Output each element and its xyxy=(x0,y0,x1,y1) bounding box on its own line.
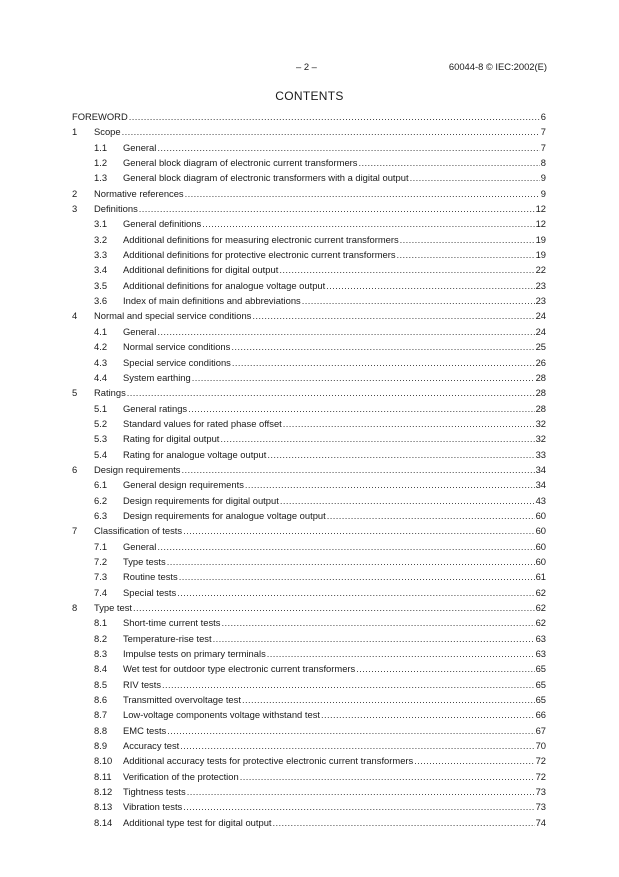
toc-entry-number: 7.1 xyxy=(94,540,108,552)
toc-entry-title: General design requirements xyxy=(123,479,244,491)
toc-entry-number: 8.12 xyxy=(94,786,113,798)
toc-entry-number: 6.1 xyxy=(94,479,108,491)
table-of-contents xyxy=(72,109,546,830)
toc-entry-number: 1.3 xyxy=(94,172,108,184)
toc-entry-title: Transmitted overvoltage test xyxy=(123,694,241,706)
toc-dot-leader xyxy=(157,324,534,339)
toc-entry-number: 6.2 xyxy=(94,494,108,506)
toc-entry-page: 60 xyxy=(535,525,546,537)
toc-entry-page: 7 xyxy=(540,126,546,138)
toc-entry-number: 7.3 xyxy=(94,571,108,583)
toc-entry[interactable] xyxy=(72,140,546,155)
toc-entry[interactable] xyxy=(72,247,546,262)
toc-entry-number: 3.1 xyxy=(94,218,108,230)
toc-entry[interactable] xyxy=(72,155,546,170)
toc-entry-title: Rating for analogue voltage output xyxy=(123,448,267,460)
toc-entry-title: Additional type test for digital output xyxy=(123,816,272,828)
toc-entry[interactable] xyxy=(72,585,546,600)
toc-entry-page: 34 xyxy=(535,479,546,491)
toc-entry-number: 4 xyxy=(72,310,78,322)
toc-entry-page: 60 xyxy=(535,540,546,552)
toc-dot-leader xyxy=(129,109,540,124)
toc-dot-leader xyxy=(182,462,535,477)
toc-entry-page: 72 xyxy=(535,770,546,782)
toc-dot-leader xyxy=(267,646,535,661)
toc-entry-title: Design requirements for digital output xyxy=(123,494,279,506)
toc-entry[interactable] xyxy=(72,707,546,722)
toc-dot-leader xyxy=(177,585,534,600)
toc-dot-leader xyxy=(122,124,540,139)
toc-entry-page: 60 xyxy=(535,555,546,567)
toc-entry-page: 22 xyxy=(535,264,546,276)
toc-entry[interactable] xyxy=(72,769,546,784)
toc-entry[interactable] xyxy=(72,569,546,584)
toc-dot-leader xyxy=(183,523,535,538)
toc-entry-number: 1 xyxy=(72,126,78,138)
toc-entry-number: 3.5 xyxy=(94,279,108,291)
toc-entry-number: 5.3 xyxy=(94,433,108,445)
toc-entry-page: 9 xyxy=(540,172,546,184)
toc-entry[interactable] xyxy=(72,447,546,462)
toc-entry-title: Special service conditions xyxy=(123,356,231,368)
toc-entry-number: 4.4 xyxy=(94,371,108,383)
toc-dot-leader xyxy=(167,723,534,738)
toc-dot-leader xyxy=(157,539,534,554)
toc-entry-number: 2 xyxy=(72,187,78,199)
toc-entry[interactable] xyxy=(72,600,546,615)
toc-entry-title: Design requirements for analogue voltage output xyxy=(123,509,326,521)
toc-entry-title: Type test xyxy=(94,602,133,613)
toc-entry-title: Tightness tests xyxy=(123,786,186,798)
toc-entry[interactable] xyxy=(72,539,546,554)
toc-entry[interactable] xyxy=(72,186,546,201)
toc-entry[interactable] xyxy=(72,278,546,293)
toc-entry-title: Vibration tests xyxy=(123,801,183,813)
toc-dot-leader xyxy=(280,493,535,508)
toc-entry-page: 62 xyxy=(535,617,546,629)
toc-entry-number: 8.11 xyxy=(94,770,112,782)
toc-dot-leader xyxy=(231,339,534,354)
toc-entry-page: 26 xyxy=(535,356,546,368)
toc-entry[interactable] xyxy=(72,308,546,323)
toc-entry[interactable] xyxy=(72,738,546,753)
toc-entry-title: General xyxy=(123,325,157,337)
toc-entry-title: Routine tests xyxy=(123,571,178,583)
toc-entry[interactable] xyxy=(72,339,546,354)
toc-entry-number: 4.3 xyxy=(94,356,108,368)
toc-entry-page: 63 xyxy=(535,648,546,660)
toc-entry[interactable] xyxy=(72,477,546,492)
toc-entry[interactable] xyxy=(72,401,546,416)
toc-entry-page: 6 xyxy=(540,111,546,122)
toc-entry[interactable] xyxy=(72,462,546,477)
toc-dot-leader xyxy=(283,416,535,431)
toc-entry-page: 12 xyxy=(535,218,546,230)
toc-entry-number: 4.1 xyxy=(94,325,108,337)
toc-entry[interactable] xyxy=(72,293,546,308)
toc-dot-leader xyxy=(127,385,535,400)
toc-entry-number: 6 xyxy=(72,463,78,475)
toc-entry-page: 73 xyxy=(535,786,546,798)
toc-entry[interactable] xyxy=(72,631,546,646)
toc-entry-number: 8.4 xyxy=(94,663,108,675)
toc-dot-leader xyxy=(232,355,535,370)
toc-entry-page: 24 xyxy=(535,310,546,322)
toc-entry-title: General definitions xyxy=(123,218,202,230)
toc-entry-title: Short-time current tests xyxy=(123,617,221,629)
toc-entry-title: General xyxy=(123,540,157,552)
toc-entry-page: 7 xyxy=(540,141,546,153)
toc-entry-title: Temperature-rise test xyxy=(123,632,212,644)
toc-entry-page: 63 xyxy=(535,632,546,644)
toc-entry-title: Normal and special service conditions xyxy=(94,310,252,322)
toc-entry-title: Additional definitions for protective electronic current transformers xyxy=(123,249,396,261)
toc-entry-title: Wet test for outdoor type electronic current transformers xyxy=(123,663,356,675)
toc-entry-page: 61 xyxy=(535,571,546,583)
toc-dot-leader xyxy=(273,815,535,830)
toc-entry-number: 3.4 xyxy=(94,264,108,276)
toc-dot-leader xyxy=(400,232,535,247)
toc-entry[interactable] xyxy=(72,124,546,139)
toc-dot-leader xyxy=(220,431,534,446)
toc-entry-number: 7.4 xyxy=(94,586,108,598)
toc-entry-number: 3 xyxy=(72,203,78,215)
toc-entry-title: System earthing xyxy=(123,371,191,383)
toc-entry[interactable] xyxy=(72,170,546,185)
toc-entry-page: 19 xyxy=(535,233,546,245)
toc-dot-leader xyxy=(410,170,540,185)
toc-entry-page: 19 xyxy=(535,249,546,261)
toc-entry-page: 62 xyxy=(535,586,546,598)
toc-entry-number: 8.5 xyxy=(94,678,108,690)
toc-entry[interactable] xyxy=(72,493,546,508)
toc-entry-page: 43 xyxy=(535,494,546,506)
toc-entry-title: General block diagram of electronic current transformers xyxy=(123,157,358,169)
toc-entry-title: General block diagram of electronic transformers with a digital output xyxy=(123,172,409,184)
toc-entry-number: 8.3 xyxy=(94,648,108,660)
toc-entry-title: Verification of the protection xyxy=(123,770,239,782)
toc-entry-title: Normative references xyxy=(94,187,184,199)
toc-entry-title: RIV tests xyxy=(123,678,162,690)
toc-entry-number: 3.6 xyxy=(94,295,108,307)
toc-entry-title: Normal service conditions xyxy=(123,341,231,353)
toc-entry-number: 3.2 xyxy=(94,233,108,245)
toc-entry-title: Accuracy test xyxy=(123,740,180,752)
toc-dot-leader xyxy=(133,600,535,615)
toc-entry-page: 9 xyxy=(540,187,546,199)
toc-entry-number: 4.2 xyxy=(94,341,108,353)
toc-entry[interactable] xyxy=(72,232,546,247)
toc-entry[interactable] xyxy=(72,692,546,707)
toc-entry-page: 28 xyxy=(535,387,546,399)
toc-dot-leader xyxy=(183,799,534,814)
toc-entry-number: 8.1 xyxy=(94,617,108,629)
toc-entry[interactable] xyxy=(72,324,546,339)
toc-dot-leader xyxy=(179,569,535,584)
toc-entry-page: 73 xyxy=(535,801,546,813)
toc-entry-title: EMC tests xyxy=(123,724,167,736)
toc-entry-title: General ratings xyxy=(123,402,188,414)
toc-entry-title: Low-voltage components voltage withstand test xyxy=(123,709,320,721)
toc-entry[interactable] xyxy=(72,799,546,814)
toc-dot-leader xyxy=(252,308,534,323)
toc-entry-page: 33 xyxy=(535,448,546,460)
toc-dot-leader xyxy=(221,615,534,630)
toc-entry[interactable] xyxy=(72,201,546,216)
toc-entry-page: 12 xyxy=(535,203,546,215)
toc-dot-leader xyxy=(157,140,539,155)
toc-entry-number: 7.2 xyxy=(94,555,108,567)
toc-entry-page: 72 xyxy=(535,755,546,767)
toc-entry-number: 3.3 xyxy=(94,249,108,261)
toc-entry[interactable] xyxy=(72,615,546,630)
contents-title: CONTENTS xyxy=(275,89,344,103)
toc-entry[interactable] xyxy=(72,370,546,385)
toc-entry-number: 8.14 xyxy=(94,816,113,828)
toc-dot-leader xyxy=(188,401,534,416)
toc-entry-page: 34 xyxy=(535,463,546,475)
toc-entry[interactable] xyxy=(72,216,546,231)
toc-entry-number: 8.10 xyxy=(94,755,113,767)
toc-entry-number: 8.7 xyxy=(94,709,108,721)
toc-dot-leader xyxy=(267,447,534,462)
toc-entry-title: Impulse tests on primary terminals xyxy=(123,648,266,660)
toc-entry-page: 32 xyxy=(535,417,546,429)
toc-entry-title: Additional definitions for analogue voltage output xyxy=(123,279,326,291)
toc-entry[interactable] xyxy=(72,815,546,830)
header-page-number: – 2 – xyxy=(296,61,317,72)
toc-entry[interactable] xyxy=(72,431,546,446)
header-document-reference: 60044-8 © IEC:2002(E) xyxy=(448,61,547,72)
toc-dot-leader xyxy=(414,753,534,768)
toc-entry-page: 62 xyxy=(535,602,546,613)
toc-dot-leader xyxy=(185,186,540,201)
toc-entry-number: 8.9 xyxy=(94,740,108,752)
toc-entry[interactable] xyxy=(72,262,546,277)
toc-entry-title: Standard values for rated phase offset xyxy=(123,417,282,429)
toc-entry-number: 6.3 xyxy=(94,509,108,521)
toc-entry-title: Ratings xyxy=(94,387,126,399)
toc-entry-number: 5 xyxy=(72,387,78,399)
toc-entry-page: 25 xyxy=(535,341,546,353)
toc-dot-leader xyxy=(240,769,535,784)
toc-entry-page: 23 xyxy=(535,295,546,307)
toc-entry-page: 28 xyxy=(535,402,546,414)
toc-entry-title: Rating for digital output xyxy=(123,433,220,445)
toc-entry-page: 65 xyxy=(535,694,546,706)
toc-entry[interactable] xyxy=(72,355,546,370)
toc-entry-title: Classification of tests xyxy=(94,525,183,537)
toc-entry-title: Design requirements xyxy=(94,463,181,475)
toc-dot-leader xyxy=(356,661,534,676)
toc-entry-page: 67 xyxy=(535,724,546,736)
toc-entry[interactable] xyxy=(72,523,546,538)
toc-dot-leader xyxy=(167,554,535,569)
toc-entry-title: General xyxy=(123,141,157,153)
toc-entry[interactable] xyxy=(72,784,546,799)
toc-entry-title: Type tests xyxy=(123,555,166,567)
toc-entry-title: Special tests xyxy=(123,586,177,598)
toc-entry-page: 70 xyxy=(535,740,546,752)
toc-dot-leader xyxy=(139,201,535,216)
toc-entry[interactable] xyxy=(72,109,546,124)
toc-entry-page: 28 xyxy=(535,371,546,383)
toc-entry-number: 1.2 xyxy=(94,157,108,169)
toc-entry-title: FOREWORD xyxy=(72,111,128,122)
toc-entry[interactable] xyxy=(72,416,546,431)
toc-entry[interactable] xyxy=(72,646,546,661)
toc-entry-number: 7 xyxy=(72,525,78,537)
toc-dot-leader xyxy=(242,692,535,707)
toc-entry-title: Additional accuracy tests for protective electronic current transformers xyxy=(123,755,414,767)
toc-dot-leader xyxy=(321,707,535,722)
toc-entry-number: 8.2 xyxy=(94,632,108,644)
toc-dot-leader xyxy=(397,247,535,262)
toc-dot-leader xyxy=(326,278,534,293)
toc-entry-number: 5.1 xyxy=(94,402,108,414)
toc-entry[interactable] xyxy=(72,385,546,400)
toc-entry[interactable] xyxy=(72,677,546,692)
toc-entry-page: 32 xyxy=(535,433,546,445)
toc-entry-title: Index of main definitions and abbreviations xyxy=(123,295,301,307)
toc-entry[interactable] xyxy=(72,508,546,523)
toc-entry-number: 8.13 xyxy=(94,801,113,813)
toc-dot-leader xyxy=(302,293,535,308)
toc-dot-leader xyxy=(213,631,535,646)
toc-entry-page: 65 xyxy=(535,663,546,675)
toc-entry-title: Definitions xyxy=(94,203,138,215)
toc-dot-leader xyxy=(187,784,535,799)
toc-entry-page: 60 xyxy=(535,509,546,521)
toc-dot-leader xyxy=(327,508,535,523)
toc-entry-page: 74 xyxy=(535,816,546,828)
toc-dot-leader xyxy=(180,738,534,753)
toc-entry-number: 8 xyxy=(72,602,78,613)
toc-entry-number: 8.8 xyxy=(94,724,108,736)
toc-dot-leader xyxy=(358,155,539,170)
toc-entry[interactable] xyxy=(72,554,546,569)
toc-entry[interactable] xyxy=(72,723,546,738)
toc-dot-leader xyxy=(245,477,535,492)
toc-entry-title: Scope xyxy=(94,126,121,138)
toc-entry-page: 23 xyxy=(535,279,546,291)
toc-entry-page: 8 xyxy=(540,157,546,169)
toc-dot-leader xyxy=(192,370,535,385)
toc-entry-page: 65 xyxy=(535,678,546,690)
toc-entry-number: 5.2 xyxy=(94,417,108,429)
toc-entry[interactable] xyxy=(72,661,546,676)
toc-entry-title: Additional definitions for digital output xyxy=(123,264,279,276)
toc-entry-number: 1.1 xyxy=(94,141,108,153)
toc-dot-leader xyxy=(279,262,534,277)
toc-entry[interactable] xyxy=(72,753,546,768)
toc-entry-number: 8.6 xyxy=(94,694,108,706)
toc-entry-page: 66 xyxy=(535,709,546,721)
toc-entry-page: 24 xyxy=(535,325,546,337)
toc-entry-number: 5.4 xyxy=(94,448,108,460)
toc-entry-title: Additional definitions for measuring electronic current transformers xyxy=(123,233,399,245)
toc-dot-leader xyxy=(162,677,535,692)
toc-dot-leader xyxy=(202,216,534,231)
